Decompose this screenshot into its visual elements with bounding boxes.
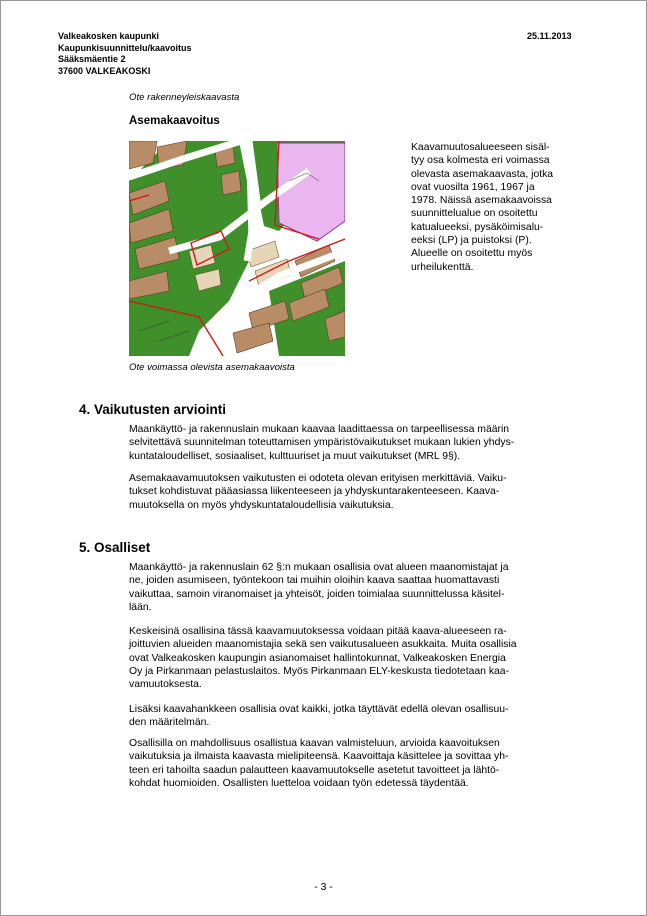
asemakaavoitus-title: Asemakaavoitus xyxy=(129,115,220,127)
text-line: muutoksella on myös yhdyskuntataloudellisia vaikutuksia. xyxy=(129,499,394,511)
page-number: - 3 - xyxy=(314,882,333,893)
text-line: vamuutoksesta. xyxy=(129,679,202,691)
text-line: joittuvien alueiden maanomistajia sekä sen vaikutusalueen asukkaita. Muita osallisia xyxy=(129,639,517,651)
text-line: urheilukenttä. xyxy=(411,261,474,273)
text-line: ovat vuosilta 1961, 1967 ja xyxy=(411,181,535,193)
text-line: Asemakaavamuutoksen vaikutusten ei odoteta olevan erityisen merkittäviä. Vaiku- xyxy=(129,473,507,484)
text-line: lään. xyxy=(129,601,152,613)
section-5-paragraph-2 xyxy=(129,625,579,691)
text-line: Lisäksi kaavahankkeen osallisia ovat kaikki, jotka täyttävät edellä olevan osallisuu- xyxy=(129,704,509,715)
text-line: tyy osa kolmesta eri voimassa xyxy=(411,155,550,167)
text-line: Alueelle on osoitettu myös xyxy=(411,248,533,260)
header-postal: 37600 VALKEAKOSKI xyxy=(58,65,151,76)
section-5-paragraph-1 xyxy=(129,561,579,614)
section-5-paragraph-4 xyxy=(129,737,579,790)
zoning-map-image xyxy=(129,141,345,356)
text-line: olevasta asemakaavasta, jotka xyxy=(411,168,554,180)
section-4-heading: 4. Vaikutusten arviointi xyxy=(79,402,227,417)
text-line: Keskeisinä osallisina tässä kaavamuutoksessa voidaan pitää kaava-alueeseen ra- xyxy=(129,626,507,637)
header-address xyxy=(58,31,192,77)
text-line: Osallisilla on mahdollisuus osallistua kaavan valmisteluun, arvioida kaavoituksen xyxy=(129,738,500,749)
text-line: suunnittelualue on osoitettu xyxy=(411,208,538,220)
section-4-paragraph-2 xyxy=(129,472,579,512)
text-line: tukset kohdistuvat pääasiassa liikenteeseen ja yhdyskuntarakenteeseen. Kaava- xyxy=(129,486,500,498)
text-line: vaikuttaa, samoin viranomaiset ja yhteisöt, joiden toimialaa suunnittelussa käsitel- xyxy=(129,588,505,600)
section-5-paragraph-3 xyxy=(129,703,579,730)
section-5-heading: 5. Osalliset xyxy=(79,540,151,555)
header-org: Valkeakosken kaupunki xyxy=(58,31,160,41)
text-line: teen eri tahoilta saadun palautteen kaavamuutokselle asetetut tavoitteet ja lähtö- xyxy=(129,764,500,776)
text-line: 1978. Näissä asemakaavoissa xyxy=(411,195,552,207)
map-caption: Ote voimassa olevista asemakaavoista xyxy=(129,362,295,373)
text-line: kohdat huomioiden. Osallisten luetteloa voidaan työn edetessä täydentää. xyxy=(129,777,469,789)
text-line: Oy ja Pirkanmaan pelastuslaitos. Myös Pirkanmaan ELY-keskusta tiedotetaan kaa- xyxy=(129,665,510,677)
text-line: ne, joiden asumiseen, työntekoon tai muihin oloihin kaava saattaa huomattavasti xyxy=(129,575,500,587)
section-4-paragraph-1 xyxy=(129,423,579,463)
text-line: vaikutuksia ja ilmaista kaavasta mielipiteensä. Kaavoittaja käsittelee ja sovittaa yh- xyxy=(129,751,509,763)
text-line: Maankäyttö- ja rakennuslain 62 §:n mukaan osallisia ovat alueen maanomistajat ja xyxy=(129,562,509,573)
text-line: selvitettävä suunnitelman toteuttamisen ympäristövaikutukset mukaan lukien yhdys- xyxy=(129,437,515,449)
text-line: eeksi (LP) ja puistoksi (P). xyxy=(411,235,532,247)
header-date: 25.11.2013 xyxy=(527,31,572,41)
asemakaavoitus-text xyxy=(411,141,553,274)
header-department: Kaupunkisuunnittelu/kaavoitus xyxy=(58,42,192,53)
text-line: kuntataloudelliset, sosiaaliset, kulttuuriset ja muut vaikutukset (MRL 9§). xyxy=(129,450,461,462)
header-street: Sääksmäentie 2 xyxy=(58,54,126,64)
text-line: ovat Valkeakosken kaupungin asianomaiset hallintokunnat, Valkeakosken Energia xyxy=(129,652,506,664)
text-line: katualueeksi, pysäköimisalu- xyxy=(411,221,544,233)
text-line: Maankäyttö- ja rakennuslain mukaan kaavaa laadittaessa on tarpeellisessa määrin xyxy=(129,424,510,435)
text-line: Kaavamuutosalueeseen sisäl- xyxy=(411,142,550,153)
caption-yleiskaava: Ote rakenneyleiskaavasta xyxy=(129,92,240,103)
text-line: den määritelmän. xyxy=(129,717,210,729)
